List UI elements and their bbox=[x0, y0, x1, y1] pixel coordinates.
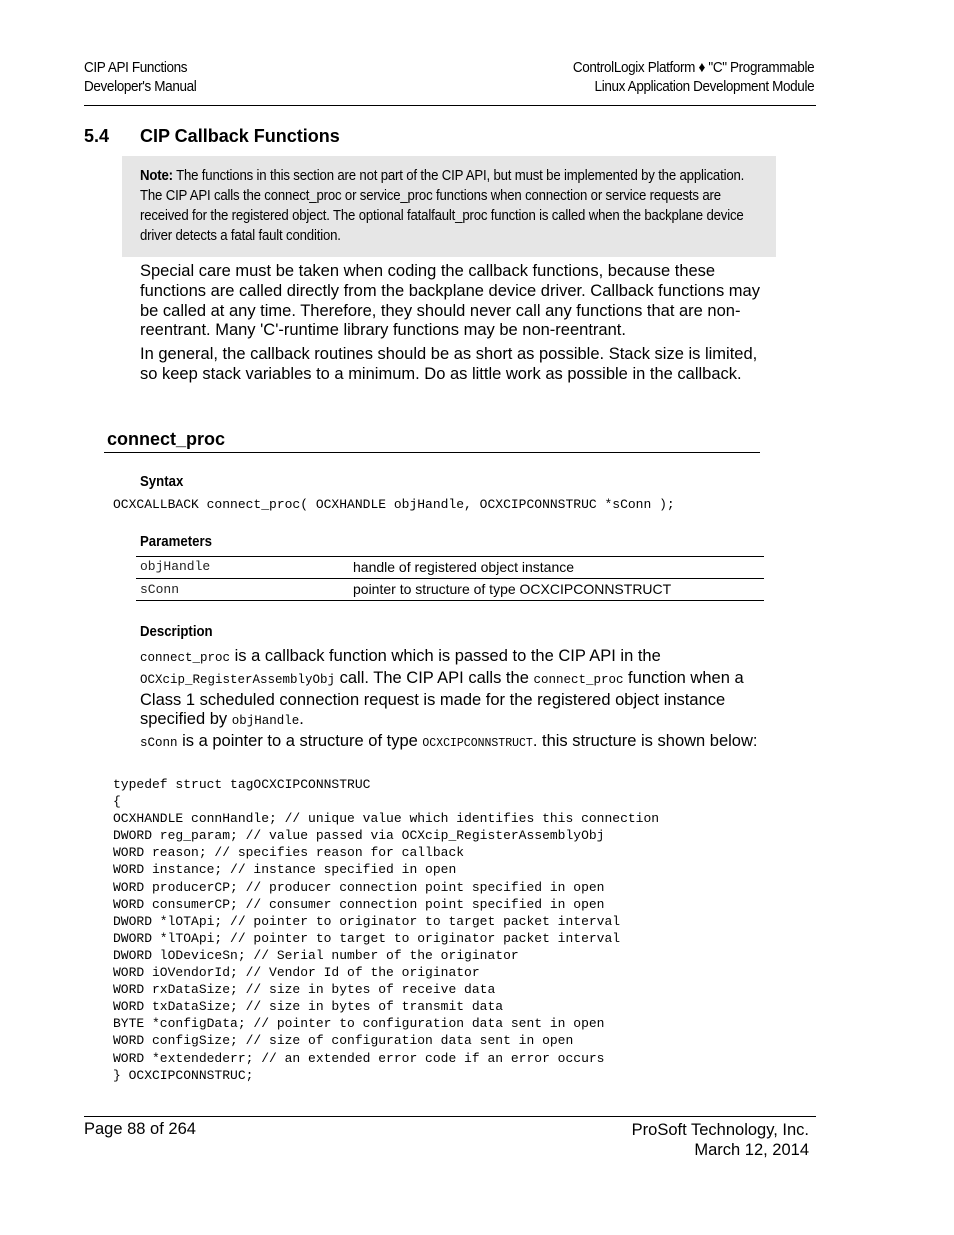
inline-code: OCXcip_RegisterAssemblyObj bbox=[140, 672, 336, 687]
header-rule bbox=[84, 105, 816, 106]
param-desc: handle of registered object instance bbox=[353, 558, 575, 575]
table-row bbox=[136, 556, 764, 578]
code-line: OCXHANDLE connHandle; // unique value which identifies this connection bbox=[113, 811, 660, 827]
description-text: call. The CIP API calls the bbox=[335, 668, 534, 687]
syntax-label: Syntax bbox=[140, 473, 184, 490]
code-line: WORD iOVendorId; // Vendor Id of the originator bbox=[113, 965, 480, 981]
code-line: BYTE *configData; // pointer to configuration data sent in open bbox=[113, 1016, 605, 1032]
header-left bbox=[84, 58, 209, 96]
description-paragraph-2 bbox=[140, 732, 765, 754]
note-label: Note: bbox=[140, 167, 173, 184]
code-line: WORD rxDataSize; // size in bytes of receive data bbox=[113, 982, 496, 998]
description-text: is a callback function which is passed to the CIP API in the bbox=[230, 647, 661, 665]
code-line: DWORD lODeviceSn; // Serial number of the originator bbox=[113, 947, 519, 963]
footer-company: ProSoft Technology, Inc. bbox=[631, 1121, 809, 1139]
parameters-table bbox=[136, 556, 764, 601]
footer-page-number: Page 88 of 264 bbox=[84, 1120, 196, 1138]
code-line: DWORD *lTOApi; // pointer to target to originator packet interval bbox=[113, 930, 621, 946]
code-line: } OCXCIPCONNSTRUC; bbox=[113, 1067, 254, 1083]
param-name: sConn bbox=[140, 581, 180, 597]
header-right bbox=[546, 58, 814, 96]
note-body: The functions in this section are not part of the CIP API, but must be implemented by the application. The CIP API calls the connect_proc or service_proc functions when connection or service requests are received for the registered object. The optional fatalfault_proc function is called when the backplane device driver detects a fatal fault condition. bbox=[140, 167, 745, 244]
intro-paragraph-2: In general, the callback routines should be as short as possible. Stack size is limited, so keep stack variables to a minimum. Do as little work as possible in the callback. bbox=[140, 345, 758, 383]
code-line: WORD consumerCP; // consumer connection point specified in open bbox=[113, 896, 605, 912]
header-module: Linux Application Development Module bbox=[594, 78, 814, 95]
intro-paragraph-1: Special care must be taken when coding the callback functions, because these functions are called directly from the backplane device driver. Callback functions may be called at any time. Therefore, they should never call any functions that are non-reentrant. Many 'C'-runtime library functions may be non-reentrant. bbox=[140, 262, 760, 340]
description-text: is a pointer to a structure of type bbox=[177, 732, 423, 750]
footer-date: March 12, 2014 bbox=[694, 1141, 809, 1159]
footer-rule bbox=[84, 1116, 816, 1117]
inline-code: connect_proc bbox=[533, 672, 624, 687]
code-line: WORD reason; // specifies reason for callback bbox=[113, 845, 465, 861]
section-number: 5.4 bbox=[84, 126, 110, 146]
param-name: objHandle bbox=[140, 559, 211, 575]
code-line: WORD txDataSize; // size in bytes of transmit data bbox=[113, 999, 504, 1015]
header-doc-subtitle: Developer's Manual bbox=[84, 78, 197, 95]
code-line: { bbox=[113, 794, 121, 810]
description-text: function when a Class 1 scheduled connection request is made for the registered object instance specified by bbox=[140, 668, 744, 729]
inline-code: OCXCIPCONNSTRUCT bbox=[422, 737, 533, 750]
parameters-label: Parameters bbox=[140, 533, 212, 550]
code-line: typedef struct tagOCXCIPCONNSTRUC bbox=[113, 777, 371, 792]
code-line: WORD producerCP; // producer connection point specified in open bbox=[113, 879, 605, 895]
section-title: CIP Callback Functions bbox=[140, 126, 340, 146]
function-heading: connect_proc bbox=[107, 429, 226, 449]
function-heading-rule bbox=[104, 452, 760, 453]
inline-code: sConn bbox=[140, 736, 178, 750]
code-line: DWORD reg_param; // value passed via OCXcip_RegisterAssemblyObj bbox=[113, 828, 605, 844]
code-line: WORD configSize; // size of configuration data sent in open bbox=[113, 1033, 574, 1049]
code-line: WORD *extendederr; // an extended error code if an error occurs bbox=[113, 1050, 605, 1066]
note-text bbox=[140, 166, 756, 246]
header-platform: ControlLogix Platform ♦ "C" Programmable bbox=[572, 59, 814, 76]
header-doc-title: CIP API Functions bbox=[84, 59, 188, 76]
footer-right bbox=[632, 1120, 809, 1160]
description-paragraph-1 bbox=[140, 647, 765, 732]
description-text: . this structure is shown below: bbox=[532, 732, 758, 750]
code-line: WORD instance; // instance specified in open bbox=[113, 862, 457, 878]
code-line: DWORD *lOTApi; // pointer to originator to target packet interval bbox=[113, 913, 621, 929]
struct-code-block bbox=[113, 776, 659, 1084]
description-label: Description bbox=[140, 623, 213, 640]
syntax-code: OCXCALLBACK connect_proc( OCXHANDLE objHandle, OCXCIPCONNSTRUC *sConn ); bbox=[113, 497, 675, 512]
table-row bbox=[136, 578, 764, 600]
inline-code: connect_proc bbox=[140, 651, 231, 665]
description-text: . bbox=[299, 710, 304, 729]
param-desc: pointer to structure of type OCXCIPCONNSTRUCT bbox=[353, 581, 672, 597]
inline-code: objHandle bbox=[231, 714, 300, 729]
